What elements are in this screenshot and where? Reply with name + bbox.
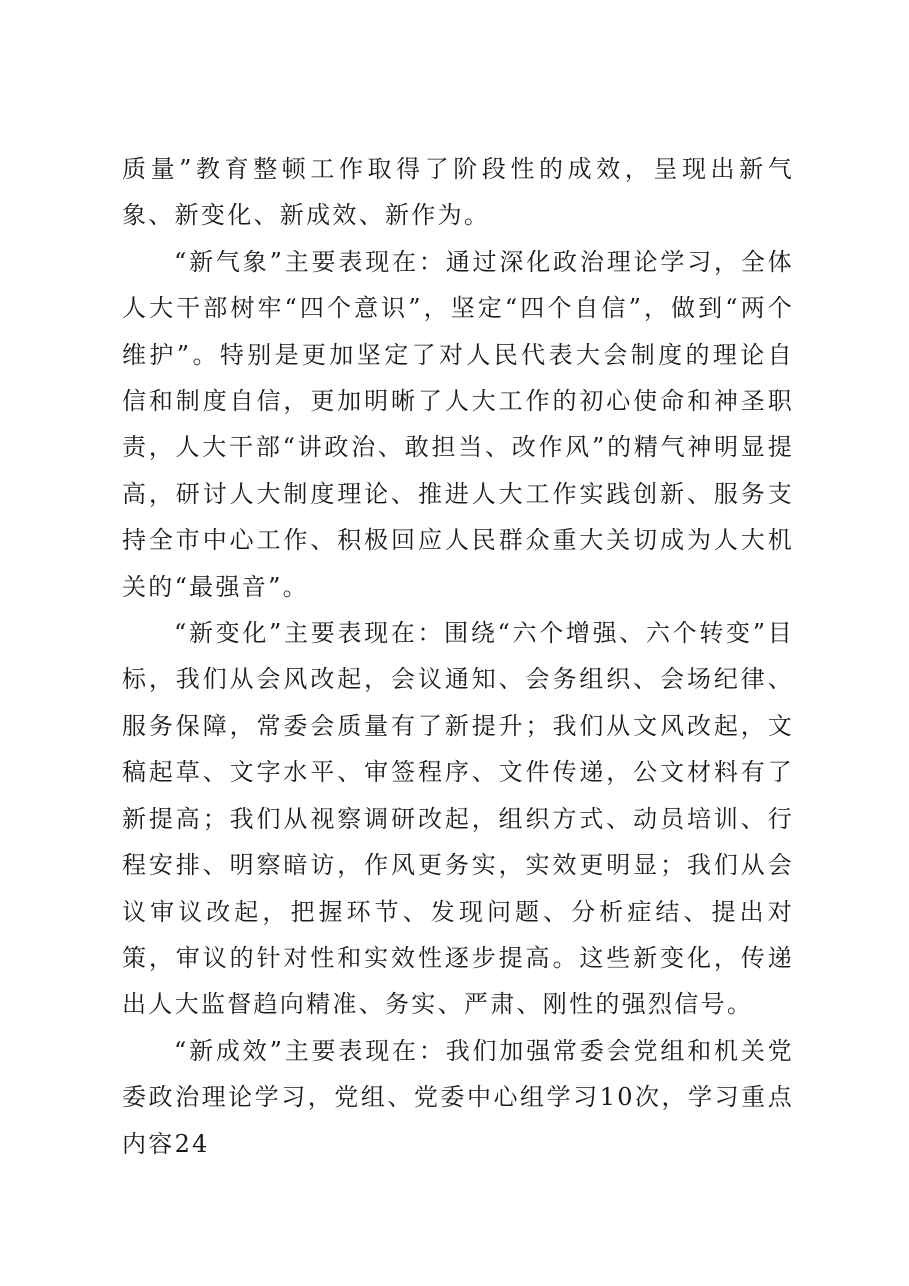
- paragraph-new-atmosphere: “新气象”主要表现在：通过深化政治理论学习，全体人大干部树牢“四个意识”，坚定“四个自信”，做到“两个维护”。特别是更加坚定了对人民代表大会制度的理论自信和制度自信，更加明晰了人大工作的初心使命和神圣职责，人大干部“讲政治、敢担当、改作风”的精气神明显提高，研讨人大制度理论、推进人大工作实践创新、服务支持全市中心工作、积极回应人民群众重大关切成为人大机关的“最强音”。: [122, 247, 794, 601]
- paragraph-new-changes: “新变化”主要表现在：围绕“六个增强、六个转变”目标，我们从会风改起，会议通知、会务组织、会场纪律、服务保障，常委会质量有了新提升；我们从文风改起，文稿起草、文字水平、审签程序、文件传递，公文材料有了新提高；我们从视察调研改起，组织方式、动员培训、行程安排、明察暗访，作风更务实，实效更明显；我们从会议审议改起，把握环节、发现问题、分析症结、提出对策，审议的针对性和实效性逐步提高。这些新变化，传递出人大监督趋向精准、务实、严肃、刚性的强烈信号。: [122, 619, 794, 1019]
- document-body: [122, 146, 794, 1167]
- paragraph-continuation: 质量”教育整顿工作取得了阶段性的成效，呈现出新气象、新变化、新成效、新作为。: [122, 155, 794, 230]
- paragraph-new-results: “新成效”主要表现在：我们加强常委会党组和机关党委政治理论学习，党组、党委中心组学习10次，学习重点内容24: [122, 1036, 794, 1158]
